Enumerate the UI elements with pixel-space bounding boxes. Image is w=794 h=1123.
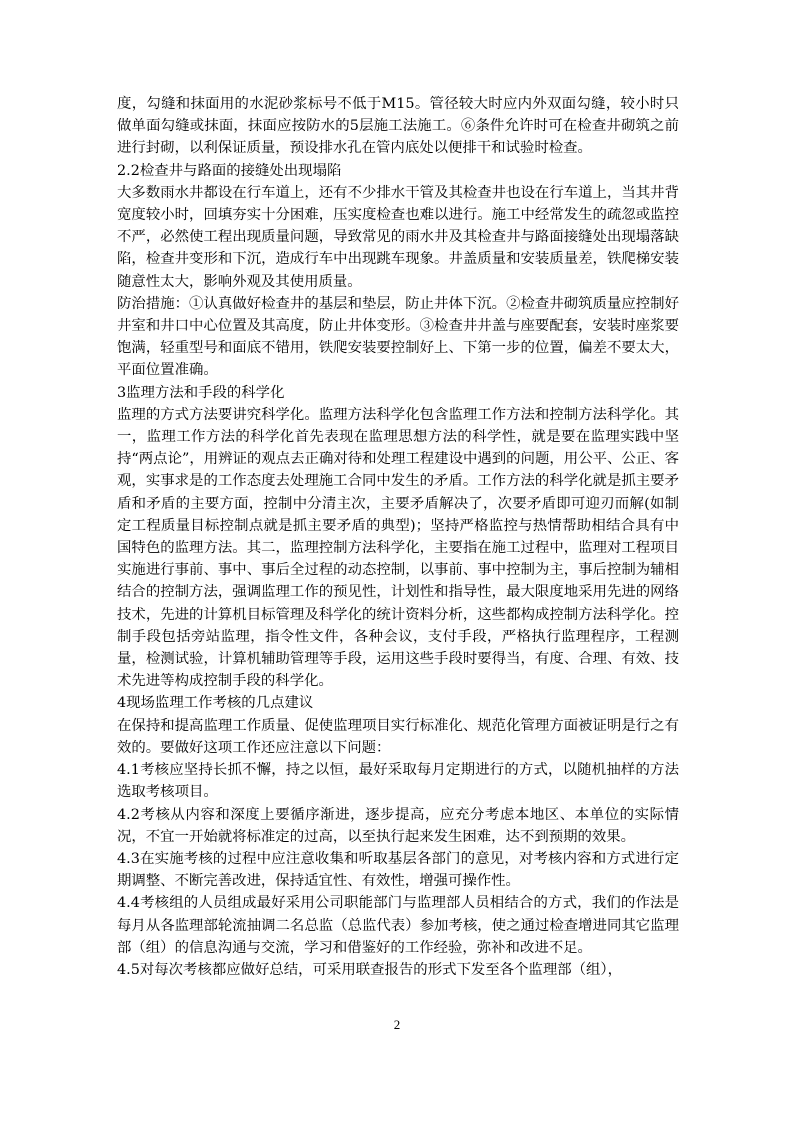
section-heading-2-2: 2.2检查井与路面的接缝处出现塌陷: [117, 162, 342, 179]
paragraph: 在保持和提高监理工作质量、促使监理项目实行标准化、规范化管理方面被证明是行之有效的。要做好这项工作还应注意以下问题：: [117, 717, 679, 756]
list-item-4-5: 4.5对每次考核都应做好总结，可采用联查报告的形式下发至各个监理部（组），: [117, 961, 622, 978]
page-number: 2: [393, 1017, 401, 1032]
section-heading-4: 4现场监理工作考核的几点建议: [117, 695, 314, 712]
list-item-4-4: 4.4考核组的人员组成最好采用公司职能部门与监理部人员相结合的方式，我们的作法是每月从各监理部轮流抽调二名总监（总监代表）参加考核，使之通过检查增进同其它监理部（组）的信息沟通与交流，学习和借鉴好的工作经验，弥补和改进不足。: [117, 895, 679, 956]
list-item-4-1: 4.1考核应坚持长抓不懈，持之以恒，最好采取每月定期进行的方式，以随机抽样的方法选取考核项目。: [117, 762, 679, 801]
paragraph: 大多数雨水井都设在行车道上，还有不少排水干管及其检查井也设在行车道上，当其井背宽度较小时，回填夯实十分困难，压实度检查也难以进行。施工中经常发生的疏忽或监控不严，必然使工程出现质量问题，导致常见的雨水井及其检查井与路面接缝处出现塌落缺陷，检查井变形和下沉，造成行车中出现跳车现象。井盖质量和安装质量差，铁爬梯安装随意性太大，影响外观及其使用质量。: [117, 184, 679, 290]
paragraph: 监理的方式方法要讲究科学化。监理方法科学化包含监理工作方法和控制方法科学化。其一，监理工作方法的科学化首先表现在监理思想方法的科学性，就是要在监理实践中坚持“两点论”，用辨证的观点去正确对待和处理工程建设中遇到的问题，用公平、公正、客观，实事求是的工作态度去处理施工合同中发生的矛盾。工作方法的科学化就是抓主要矛盾和矛盾的主要方面，控制中分清主次，主要矛盾解决了，次要矛盾即可迎刃而解(如制定工程质量目标控制点就是抓主要矛盾的典型)；坚持严格监控与热情帮助相结合具有中国特色的监理方法。其二，监理控制方法科学化，主要指在施工过程中，监理对工程项目实施进行事前、事中、事后全过程的动态控制，以事前、事中控制为主，事后控制为辅相结合的控制方法，强调监理工作的预见性，计划性和指导性，最大限度地采用先进的网络技术，先进的计算机目标管理及科学化的统计资料分析，这些都构成控制方法科学化。控制手段包括旁站监理，指令性文件，各种会议，支付手段，严格执行监理程序，工程测量，检测试验，计算机辅助管理等手段，运用这些手段时要得当，有度、合理、有效、技术先进等构成控制手段的科学化。: [117, 406, 679, 690]
list-item-4-3: 4.3在实施考核的过程中应注意收集和听取基层各部门的意见，对考核内容和方式进行定期调整、不断完善改进，保持适宜性、有效性，增强可操作性。: [117, 850, 679, 890]
paragraph-continuation: 度，勾缝和抹面用的水泥砂浆标号不低于M15。管径较大时应内外双面勾缝，较小时只做单面勾缝或抹面，抹面应按防水的5层施工法施工。⑥条件允许时可在检查井砌筑之前进行封砌，以利保证质量，预设排水孔在管内底处以便排干和试验时检查。: [117, 96, 679, 157]
section-heading-3: 3监理方法和手段的科学化: [117, 384, 285, 401]
body-text: [117, 93, 679, 981]
paragraph: 防治措施：①认真做好检查井的基层和垫层，防止井体下沉。②检查井砌筑质量应控制好井室和井口中心位置及其高度，防止井体变形。③检查井井盖与座要配套，安装时座浆要饱满，轻重型号和面底不错用，铁爬安装要控制好上、下第一步的位置，偏差不要太大，平面位置准确。: [117, 295, 679, 379]
list-item-4-2: 4.2考核从内容和深度上要循序渐进，逐步提高，应充分考虑本地区、本单位的实际情况，不宜一开始就将标准定的过高，以至执行起来发生困难，达不到预期的效果。: [117, 806, 679, 845]
